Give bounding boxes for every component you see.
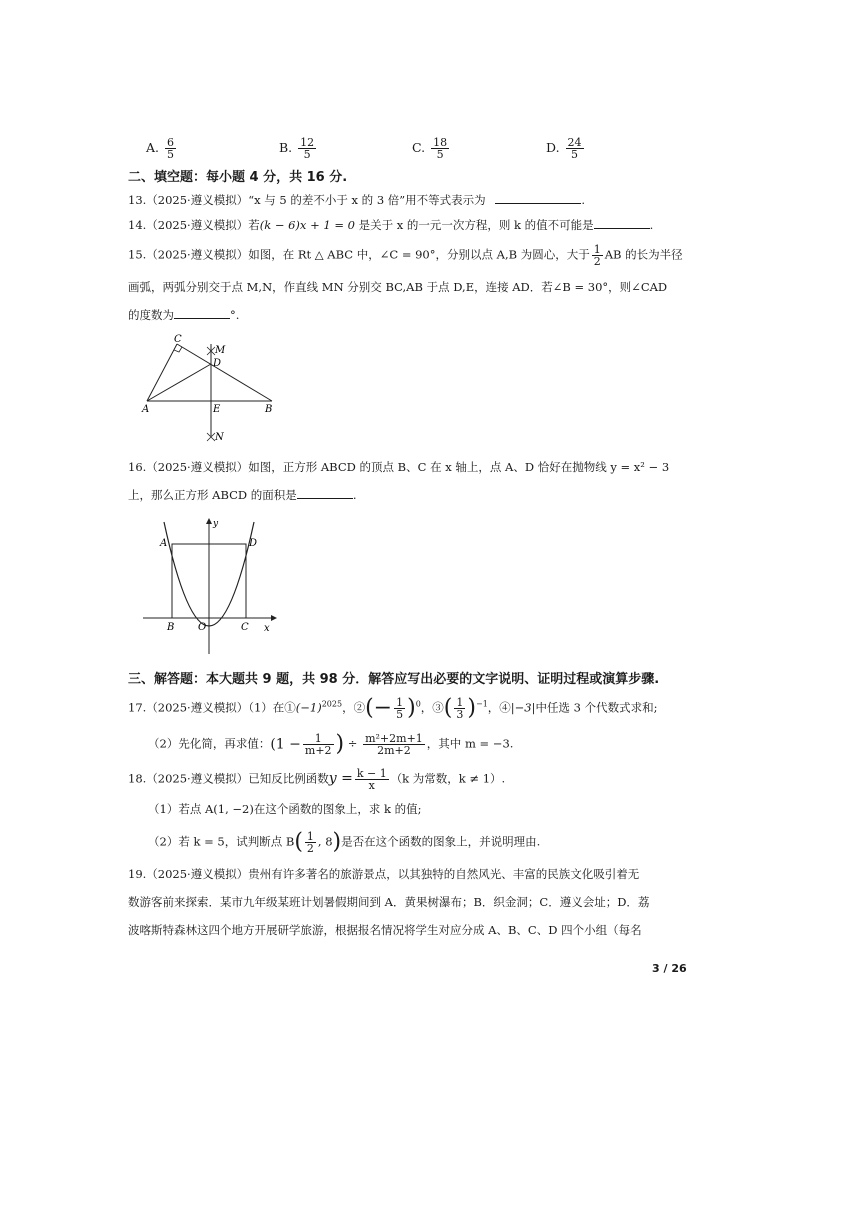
question-14 xyxy=(128,216,653,233)
q17-p2-exp: 0 xyxy=(415,699,421,709)
q13-end: . xyxy=(581,193,585,207)
choice-a-label: A. xyxy=(146,140,160,155)
question-19-line-2: 数游客前来探索．某市九年级某班计划暑假期间到 A．黄果树瀑布；B．织金洞；C．遵义会址；D．荔 xyxy=(128,895,650,909)
choice-b xyxy=(279,137,318,160)
label-a: A xyxy=(160,538,168,549)
q17-line2a: （2）先化简，再求值： xyxy=(148,736,271,751)
question-15-line-1 xyxy=(128,244,683,267)
choice-d-fraction: $\frac{24}{5}$ xyxy=(567,136,582,161)
q13-prefix: 13.（2025·遵义模拟） xyxy=(128,193,249,207)
q18-b-fraction: $\frac{1}{2}$ xyxy=(306,830,314,855)
q15-line3b: °. xyxy=(230,308,240,322)
choice-d-label: D. xyxy=(546,140,560,155)
label-x: x xyxy=(264,623,270,634)
label-d: D xyxy=(249,538,258,549)
question-18-part-2 xyxy=(148,831,540,854)
label-m: M xyxy=(215,345,226,356)
label-d: D xyxy=(213,358,222,369)
q17-l2-close: ) xyxy=(335,731,345,757)
choice-c xyxy=(412,137,451,160)
question-17-line-2 xyxy=(148,733,513,756)
q17-sep1: ，② xyxy=(342,700,366,715)
label-o: O xyxy=(198,622,207,633)
section2-heading: 二、填空题：每小题 4 分，共 16 分. xyxy=(128,170,348,185)
q14-text: 是关于 x 的一元一次方程，则 k 的值不可能是 xyxy=(354,218,594,232)
q18-b-rest: , 8 xyxy=(317,834,333,849)
q17-p3-exp: −1 xyxy=(475,699,488,709)
q14-answer-blank[interactable] xyxy=(594,216,650,229)
label-y: y xyxy=(213,519,219,529)
section3-heading: 三、解答题：本大题共 9 题，共 98 分．解答应写出必要的文字说明、证明过程或演算步骤. xyxy=(128,672,660,687)
q13-text: “x 与 5 的差不小于 x 的 3 倍”用不等式表示为 xyxy=(248,193,486,207)
q16-line2a: 上，那么正方形 ABCD 的面积是 xyxy=(128,488,297,502)
q17-power1: (−1) xyxy=(295,700,322,715)
question-19-line-1: 19.（2025·遵义模拟）贵州有许多著名的旅游景点，以其独特的自然风光、丰富的民族文化吸引着无 xyxy=(128,867,640,881)
choice-c-label: C. xyxy=(412,140,426,155)
q18-line1b: （k 为常数，k ≠ 1）. xyxy=(390,771,506,786)
question-18-part-1: （1）若点 A(1, −2)在这个函数的图象上，求 k 的值; xyxy=(148,802,422,816)
q17-line1b: 中任选 3 个代数式求和; xyxy=(535,700,658,715)
q16-figure xyxy=(140,514,280,662)
q17-div: ÷ xyxy=(344,736,362,751)
question-18-line-1 xyxy=(128,768,505,791)
q16-answer-blank[interactable] xyxy=(297,486,353,499)
choice-c-fraction: $\frac{18}{5}$ xyxy=(433,136,448,161)
q17-p3-fraction: $\frac{1}{3}$ xyxy=(456,696,464,721)
choice-d xyxy=(546,137,586,160)
q18-paren-close: ) xyxy=(332,829,342,855)
q15-answer-blank[interactable] xyxy=(174,306,230,319)
page-number: 3 / 26 xyxy=(652,962,687,975)
x-axis-arrow xyxy=(271,615,277,621)
q17-p2-close: ) xyxy=(407,695,416,721)
q17-abs: |−3| xyxy=(510,700,536,715)
q18-paren-open: ( xyxy=(294,829,303,855)
q14-equation: (k − 6)x + 1 = 0 xyxy=(259,218,355,232)
q17-p2-open: (− xyxy=(365,695,393,721)
q18-line1a: 18.（2025·遵义模拟）已知反比例函数 xyxy=(128,771,329,786)
q17-sep3: ，④ xyxy=(487,700,511,715)
y-axis-arrow xyxy=(206,518,212,524)
question-16-line-1: 16.（2025·遵义模拟）如图，正方形 ABCD 的顶点 B、C 在 x 轴上，点 A、D 恰好在抛物线 y = x² − 3 xyxy=(128,460,670,474)
q17-l2-fraction2: $\frac{\text{m²+2m+1}}{2m+2}$ xyxy=(365,732,423,757)
question-19-line-3: 波喀斯特森林这四个地方开展研学旅游，根据报名情况将学生对应分成 A、B、C、D 四个小组（每名 xyxy=(128,923,642,937)
q17-l2-open: (1 − xyxy=(270,736,301,753)
choice-a-fraction: $\frac{6}{5}$ xyxy=(167,136,174,161)
q16-line2b: . xyxy=(352,488,357,502)
q17-line1a: 17.（2025·遵义模拟）（1）在① xyxy=(128,700,296,715)
q15-half-fraction: $\frac{1}{2}$ xyxy=(593,243,601,268)
q15-line3a: 的度数为 xyxy=(128,308,174,322)
q17-power1-exp: 2025 xyxy=(321,699,343,709)
choice-b-label: B. xyxy=(279,140,293,155)
q15-figure xyxy=(138,330,288,446)
choice-b-fraction: $\frac{12}{5}$ xyxy=(300,136,315,161)
q17-sep2: ，③ xyxy=(420,700,444,715)
q14-prefix: 14.（2025·遵义模拟）若 xyxy=(128,218,260,232)
label-b: B xyxy=(167,622,175,633)
question-15-line-3 xyxy=(128,306,239,323)
label-a: A xyxy=(142,404,150,415)
q15-line1a: 15.（2025·遵义模拟）如图，在 Rt △ ABC 中，∠C = 90°，分别以点 A,B 为圆心，大于 xyxy=(128,247,590,262)
q18-part2b: 是否在这个函数的图象上，并说明理由. xyxy=(341,834,541,849)
q18-part2a: （2）若 k = 5，试判断点 B xyxy=(148,834,295,849)
q17-l2-fraction1: $\frac{1}{m+2}$ xyxy=(304,732,332,757)
question-15-line-2: 画弧，两弧分别交于点 M,N，作直线 MN 分别交 BC,AB 于点 D,E，连接 AD．若∠B = 30°，则∠CAD xyxy=(128,280,668,294)
q13-answer-blank[interactable] xyxy=(495,191,581,204)
question-13 xyxy=(128,191,585,208)
question-17-line-1: 17.（2025·遵义模拟）（1）在$①(-1)^{2025}$，②(− $\frac{1}{5}$ )$^0$，③( $\frac{1}{3}$ )$^{-1}$，④|−3|中任选 3 个代数式求和; xyxy=(128,695,658,721)
label-n: N xyxy=(215,432,224,443)
q18-function-fraction: $\frac{k - 1}{x}$ xyxy=(356,767,387,792)
q17-line2b: ，其中 m = −3. xyxy=(426,736,514,751)
q18-y-eq: y = xyxy=(328,770,353,787)
question-16-line-2 xyxy=(128,486,356,503)
label-c: C xyxy=(174,334,182,345)
choice-a xyxy=(146,137,178,160)
q14-end: . xyxy=(649,218,654,232)
label-e: E xyxy=(213,404,221,415)
label-b: B xyxy=(265,404,273,415)
q17-p2-fraction: $\frac{1}{5}$ xyxy=(396,696,404,721)
label-c: C xyxy=(241,622,249,633)
q15-line1b: AB 的长为半径 xyxy=(604,247,683,262)
